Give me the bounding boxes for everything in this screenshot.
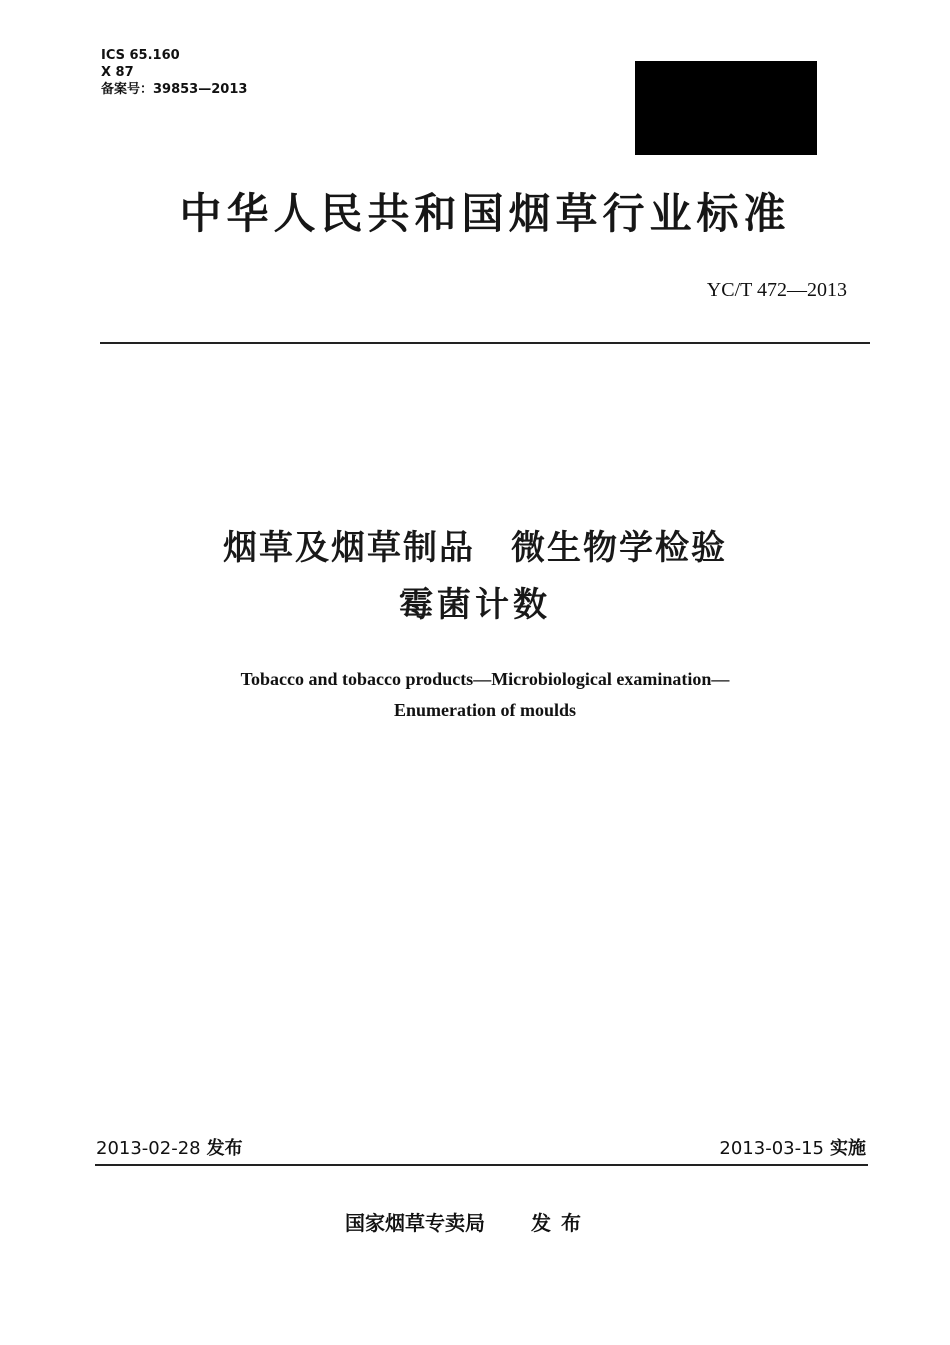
- en-title-line2: Enumeration of moulds: [393, 700, 577, 720]
- cn-title-line2: 霉菌计数: [399, 585, 551, 625]
- issue-date-block: [96, 1136, 243, 1162]
- issuer-name: 国家烟草专卖局: [345, 1211, 485, 1235]
- org-title: 中华人民共和国烟草行业标准: [179, 189, 791, 238]
- classification-block: [101, 47, 247, 98]
- cn-title-line1: 烟草及烟草制品 微生物学检验: [223, 528, 727, 568]
- redaction-box: [635, 61, 817, 155]
- ics-code: ICS 65.160: [101, 48, 180, 63]
- record-number: 备案号：39853—2013: [101, 82, 248, 97]
- implement-date: 2013-03-15: [719, 1138, 824, 1159]
- issuer-block: [345, 1209, 591, 1237]
- top-divider: [100, 342, 870, 344]
- bottom-divider: [95, 1164, 868, 1166]
- issue-date: 2013-02-28: [96, 1138, 201, 1159]
- en-title-line1: Tobacco and tobacco products—Microbiological examination—: [240, 669, 730, 689]
- classification-code: X 87: [101, 65, 134, 80]
- issue-label: 发布: [206, 1138, 243, 1159]
- implement-date-block: [719, 1136, 866, 1162]
- issuer-action: 发布: [531, 1211, 591, 1235]
- implement-label: 实施: [830, 1138, 866, 1159]
- standard-number: YC/T 472—2013: [706, 279, 847, 301]
